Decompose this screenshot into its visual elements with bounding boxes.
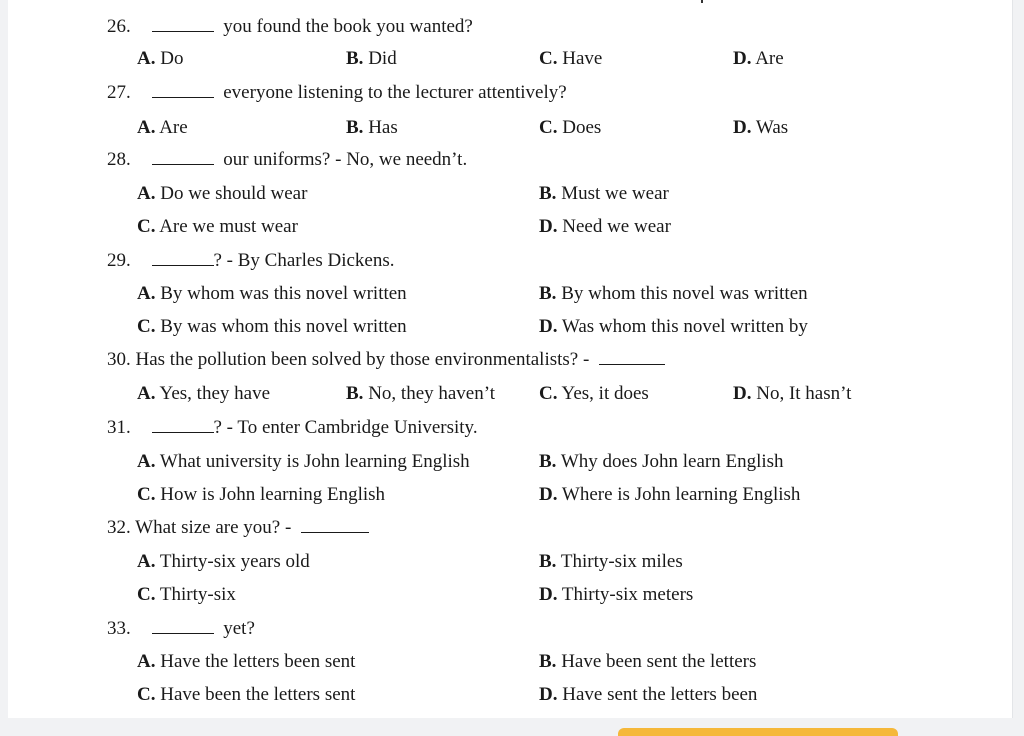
option-text: Thirty-six miles	[560, 551, 683, 572]
option-d[interactable]	[539, 583, 693, 607]
option-text: Was	[755, 117, 789, 138]
option-text: Do	[160, 48, 184, 69]
option-letter: B.	[346, 117, 364, 138]
question-32	[107, 516, 374, 540]
option-text: What university is John learning English	[159, 451, 470, 472]
answer-blank	[152, 81, 214, 98]
option-b[interactable]	[539, 182, 669, 206]
option-b[interactable]	[539, 550, 683, 574]
question-text: yet?	[223, 618, 255, 639]
question-text: Has the pollution been solved by those environmentalists? -	[135, 349, 590, 370]
option-a[interactable]	[137, 47, 183, 71]
option-letter: C.	[539, 48, 558, 69]
bottom-action-bar[interactable]	[618, 728, 898, 736]
option-a[interactable]	[137, 182, 307, 206]
option-letter: B.	[539, 551, 557, 572]
option-letter: D.	[733, 117, 752, 138]
option-text: How is John learning English	[160, 484, 386, 505]
option-b[interactable]	[539, 650, 756, 674]
question-number: 29.	[107, 250, 131, 271]
option-a[interactable]	[137, 450, 470, 474]
option-b[interactable]	[539, 282, 808, 306]
option-a[interactable]	[137, 282, 407, 306]
option-text: Did	[368, 48, 397, 69]
option-text: Have	[562, 48, 603, 69]
question-number: 33.	[107, 618, 131, 639]
option-letter: B.	[539, 183, 557, 204]
option-text: Thirty-six meters	[561, 584, 694, 605]
option-c[interactable]	[137, 683, 355, 707]
option-text: Yes, it does	[561, 383, 649, 404]
option-letter: B.	[346, 383, 364, 404]
option-letter: D.	[539, 684, 558, 705]
option-d[interactable]	[539, 683, 757, 707]
option-letter: C.	[539, 383, 558, 404]
answer-blank	[152, 416, 214, 433]
option-c[interactable]	[137, 483, 385, 507]
question-26	[107, 15, 473, 39]
option-letter: D.	[539, 484, 558, 505]
option-text: Thirty-six	[159, 584, 236, 605]
option-letter: D.	[539, 216, 558, 237]
option-d[interactable]	[733, 382, 851, 406]
option-text: Why does John learn English	[560, 451, 784, 472]
question-number: 32.	[107, 517, 131, 538]
question-28	[107, 148, 467, 172]
option-letter: C.	[137, 584, 156, 605]
option-letter: B.	[539, 651, 557, 672]
option-text: No, they haven’t	[368, 383, 495, 404]
option-text: Yes, they have	[159, 383, 271, 404]
question-text: ? - By Charles Dickens.	[213, 250, 395, 271]
option-text: By whom this novel was written	[561, 283, 808, 304]
question-33	[107, 617, 255, 641]
option-letter: C.	[539, 117, 558, 138]
option-text: Must we wear	[561, 183, 669, 204]
option-d[interactable]	[733, 47, 784, 71]
option-text: No, It hasn’t	[756, 383, 852, 404]
option-letter: C.	[137, 684, 156, 705]
question-number: 26.	[107, 16, 131, 37]
question-30	[107, 348, 670, 372]
question-text: our uniforms? - No, we needn’t.	[223, 149, 468, 170]
option-d[interactable]	[539, 483, 800, 507]
option-letter: A.	[137, 451, 156, 472]
option-b[interactable]	[539, 450, 784, 474]
option-text: Are	[159, 117, 188, 138]
option-text: Are we must wear	[159, 216, 298, 237]
option-text: Need we wear	[562, 216, 671, 237]
question-number: 28.	[107, 149, 131, 170]
option-text: By was whom this novel written	[160, 316, 407, 337]
question-text: everyone listening to the lecturer attentively?	[223, 82, 567, 103]
option-text: Does	[562, 117, 602, 138]
option-text: Have been sent the letters	[561, 651, 757, 672]
option-letter: A.	[137, 48, 156, 69]
answer-blank	[599, 348, 665, 365]
question-29	[107, 249, 394, 273]
question-text: ? - To enter Cambridge University.	[213, 417, 478, 438]
option-letter: B.	[539, 283, 557, 304]
option-letter: D.	[733, 383, 752, 404]
option-a[interactable]	[137, 116, 188, 140]
option-text: Thirty-six years old	[159, 551, 310, 572]
option-c[interactable]	[539, 116, 601, 140]
option-letter: B.	[346, 48, 364, 69]
option-d[interactable]	[733, 116, 788, 140]
option-text: Has	[368, 117, 398, 138]
option-a[interactable]	[137, 650, 355, 674]
option-letter: A.	[137, 117, 156, 138]
option-letter: A.	[137, 651, 156, 672]
option-text: Have the letters been sent	[160, 651, 356, 672]
question-31	[107, 416, 478, 440]
option-text: Have sent the letters been	[562, 684, 758, 705]
answer-blank	[152, 617, 214, 634]
answer-blank	[152, 148, 214, 165]
option-text: Are	[755, 48, 784, 69]
option-text: By whom was this novel written	[160, 283, 407, 304]
option-c[interactable]	[137, 215, 298, 239]
option-d[interactable]	[539, 215, 671, 239]
option-b[interactable]	[346, 382, 495, 406]
question-text: What size are you? -	[135, 517, 292, 538]
question-number: 31.	[107, 417, 131, 438]
option-a[interactable]	[137, 382, 270, 406]
option-letter: C.	[137, 216, 156, 237]
option-c[interactable]	[137, 583, 236, 607]
option-letter: C.	[137, 316, 156, 337]
option-text: Where is John learning English	[561, 484, 801, 505]
option-letter: A.	[137, 283, 156, 304]
option-c[interactable]	[539, 47, 602, 71]
option-letter: A.	[137, 551, 156, 572]
answer-blank	[152, 249, 214, 266]
option-b[interactable]	[346, 116, 398, 140]
option-letter: C.	[137, 484, 156, 505]
option-c[interactable]	[539, 382, 649, 406]
option-b[interactable]	[346, 47, 397, 71]
option-letter: A.	[137, 183, 156, 204]
option-letter: B.	[539, 451, 557, 472]
option-letter: D.	[539, 584, 558, 605]
option-letter: D.	[539, 316, 558, 337]
option-text: Have been the letters sent	[160, 684, 356, 705]
option-a[interactable]	[137, 550, 310, 574]
option-letter: A.	[137, 383, 156, 404]
answer-blank	[301, 516, 369, 533]
question-27	[107, 81, 567, 105]
divider-mark	[701, 0, 703, 3]
option-text: Do we should wear	[160, 183, 308, 204]
worksheet-page	[8, 0, 1013, 718]
question-number: 27.	[107, 82, 131, 103]
option-text: Was whom this novel written by	[561, 316, 808, 337]
option-c[interactable]	[137, 315, 407, 339]
question-text: you found the book you wanted?	[223, 16, 473, 37]
option-letter: D.	[733, 48, 752, 69]
answer-blank	[152, 15, 214, 32]
option-d[interactable]	[539, 315, 808, 339]
question-number: 30.	[107, 349, 131, 370]
